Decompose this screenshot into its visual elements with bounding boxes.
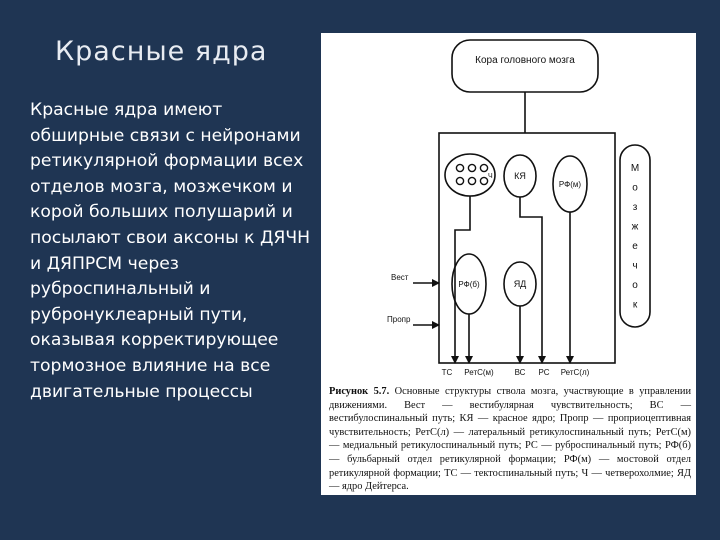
cerebellum-letter: ч [632,260,638,272]
cerebellum-letter: о [632,182,638,194]
brainstem-diagram [321,33,696,383]
cerebellum-letter: з [632,202,638,213]
rf-bulbar-label: РФ(б) [458,280,480,289]
deiters-label: ЯД [513,279,527,289]
output-rs: РС [538,368,550,377]
output-rets-l: РетС(л) [560,368,590,377]
slide-body-text: Красные ядра имеют обширные связи с нейронами ретикулярной формации всех отделов мозга, мозжечком и корой больших полушарий и посылают свои аксоны к ДЯЧН и ДЯПРСМ через руброспинальный и рубронуклеарный пути, оказывая корректирующее тормозное влияние на все двигательные процессы [30,100,311,402]
chetv-label: Ч [488,173,493,180]
rf-pons-label: РФ(м) [558,180,582,189]
cerebellum-letter: к [632,299,638,311]
cerebellum-letter: М [630,163,640,174]
output-rets-m: РетС(м) [464,368,494,377]
vest-label: Вест [391,273,409,282]
figure-caption [329,385,691,494]
cerebellum-letter: ж [631,221,639,233]
cerebellum-letter: о [632,280,638,291]
brainstem-frame [439,133,615,363]
caption-text: Основные структуры ствола мозга, участвующие в управлении движениями. Вест — вестибулярная чувствительность; ВС — вестибулоспинальный путь; КЯ — красное ядро; Пропр — проприоцептивная чувствительность; РетС(л) — латеральный ретикулоспинальный путь; РетС(м) — медиальный ретикулоспинальный путь; РС — руброспинальный путь; РФ(б) — бульбарный отдел ретикулярной формации; РФ(м) — мостовой отдел ретикулярной формации; ТС — тектоспинальный путь; Ч — четверохолмие; ЯД — ядро Дейтерса. [329,386,692,493]
slide-title: Красные ядра [55,36,268,67]
propr-label: Пропр [387,315,411,324]
cerebellum-letter: е [632,241,638,252]
output-vs: ВС [514,368,526,377]
cortex-label: Кора головного мозга [475,55,575,66]
output-ts: ТС [441,368,453,377]
figure-panel [321,33,696,495]
caption-label: Рисунок 5.7. [329,386,390,397]
cortex-box [452,40,598,92]
red-nucleus-label: КЯ [514,171,526,181]
